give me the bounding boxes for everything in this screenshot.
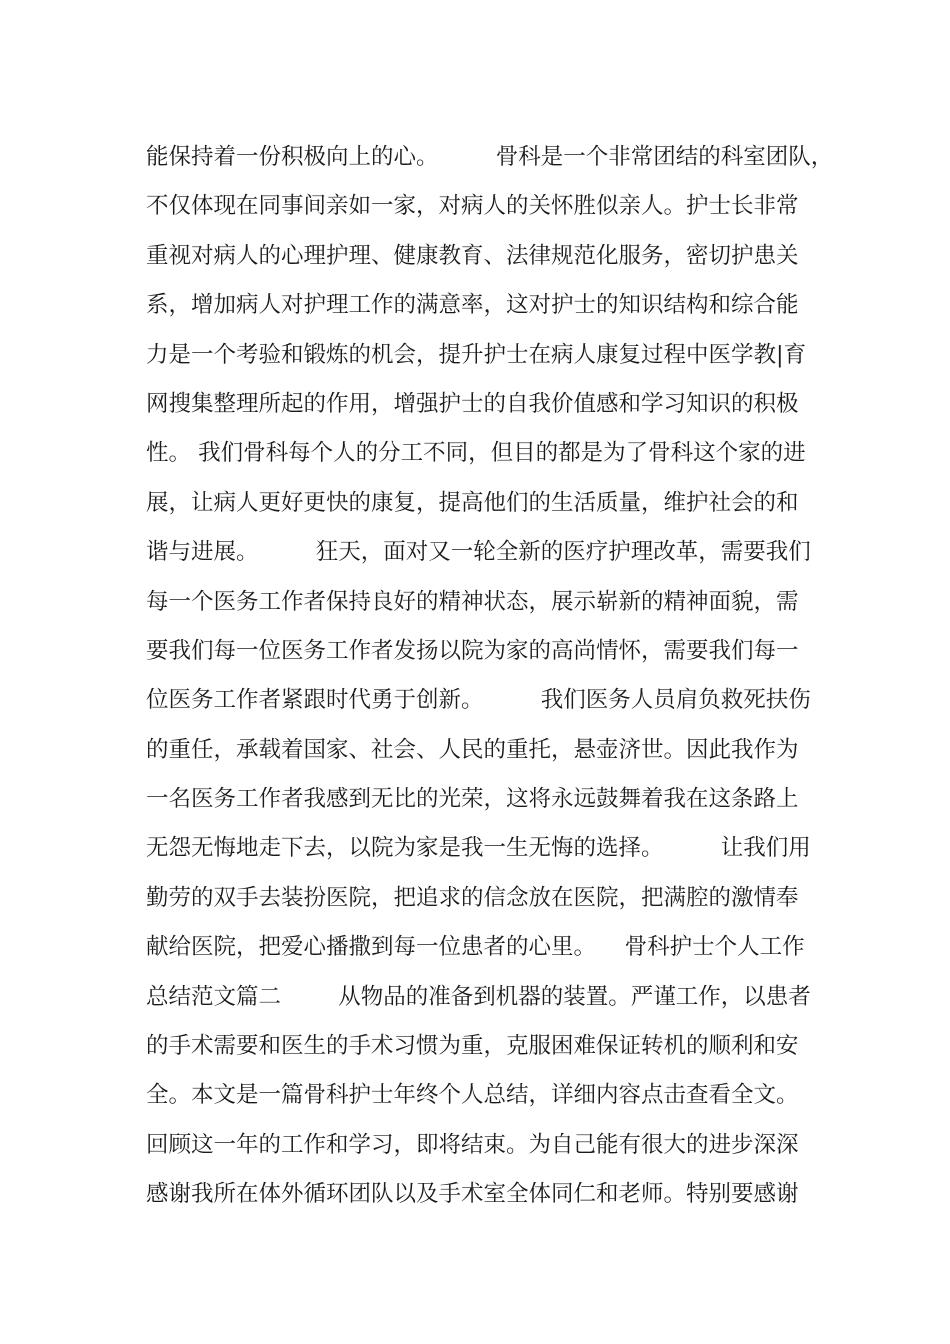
text-line: 不仅体现在同事间亲如一家，对病人的关怀胜似亲人。护士长非常 [146, 193, 799, 220]
text-line: 全。本文是一篇骨科护士年终个人总结，详细内容点击查看全文。 [146, 1082, 799, 1109]
text-line: 重视对病人的心理护理、健康教育、法律规范化服务，密切护患关 [146, 242, 799, 269]
text-line: 的手术需要和医生的手术习惯为重，克服困难保证转机的顺利和安 [146, 1033, 799, 1060]
text-line: 回顾这一年的工作和学习，即将结束。为自己能有很大的进步深深 [146, 1131, 799, 1158]
text-line: 性。 我们骨科每个人的分工不同，但目的都是为了骨科这个家的进 [146, 440, 806, 467]
text-line: 要我们每一位医务工作者发扬以院为家的高尚情怀，需要我们每一 [146, 637, 799, 664]
text-line: 献给医院，把爱心播撒到每一位患者的心里。 骨科护士个人工作 [146, 934, 805, 961]
text-line: 无怨无悔地走下去，以院为家是我一生无悔的选择。 让我们用 [146, 835, 811, 862]
text-line: 位医务工作者紧跟时代勇于创新。 我们医务人员肩负救死扶伤 [146, 687, 811, 714]
text-line: 系，增加病人对护理工作的满意率，这对护士的知识结构和综合能 [146, 292, 799, 319]
text-line: 勤劳的双手去装扮医院，把追求的信念放在医院，把满腔的激情奉 [146, 884, 799, 911]
text-line: 总结范文篇二 从物品的准备到机器的装置。严谨工作，以患者 [146, 983, 811, 1010]
text-line: 每一个医务工作者保持良好的精神状态，展示崭新的精神面貌，需 [146, 588, 799, 615]
text-line: 一名医务工作者我感到无比的光荣，这将永远鼓舞着我在这条路上 [146, 786, 799, 813]
text-line: 展，让病人更好更快的康复，提高他们的生活质量，维护社会的和 [146, 489, 799, 516]
text-line: 谐与进展。 狂天，面对又一轮全新的医疗护理改革，需要我们 [146, 539, 811, 566]
text-line: 能保持着一份积极向上的心。 骨科是一个非常团结的科室团队， [146, 144, 834, 170]
body-text [146, 133, 846, 1220]
text-line: 力是一个考验和锻炼的机会，提升护士在病人康复过程中医学教|育 [146, 341, 807, 368]
text-line: 的重任，承载着国家、社会、人民的重托，悬壶济世。因此我作为 [146, 736, 799, 763]
text-line: 感谢我所在体外循环团队以及手术室全体同仁和老师。特别要感谢 [146, 1181, 799, 1208]
text-line: 网搜集整理所起的作用，增强护士的自我价值感和学习知识的积极 [146, 390, 799, 417]
